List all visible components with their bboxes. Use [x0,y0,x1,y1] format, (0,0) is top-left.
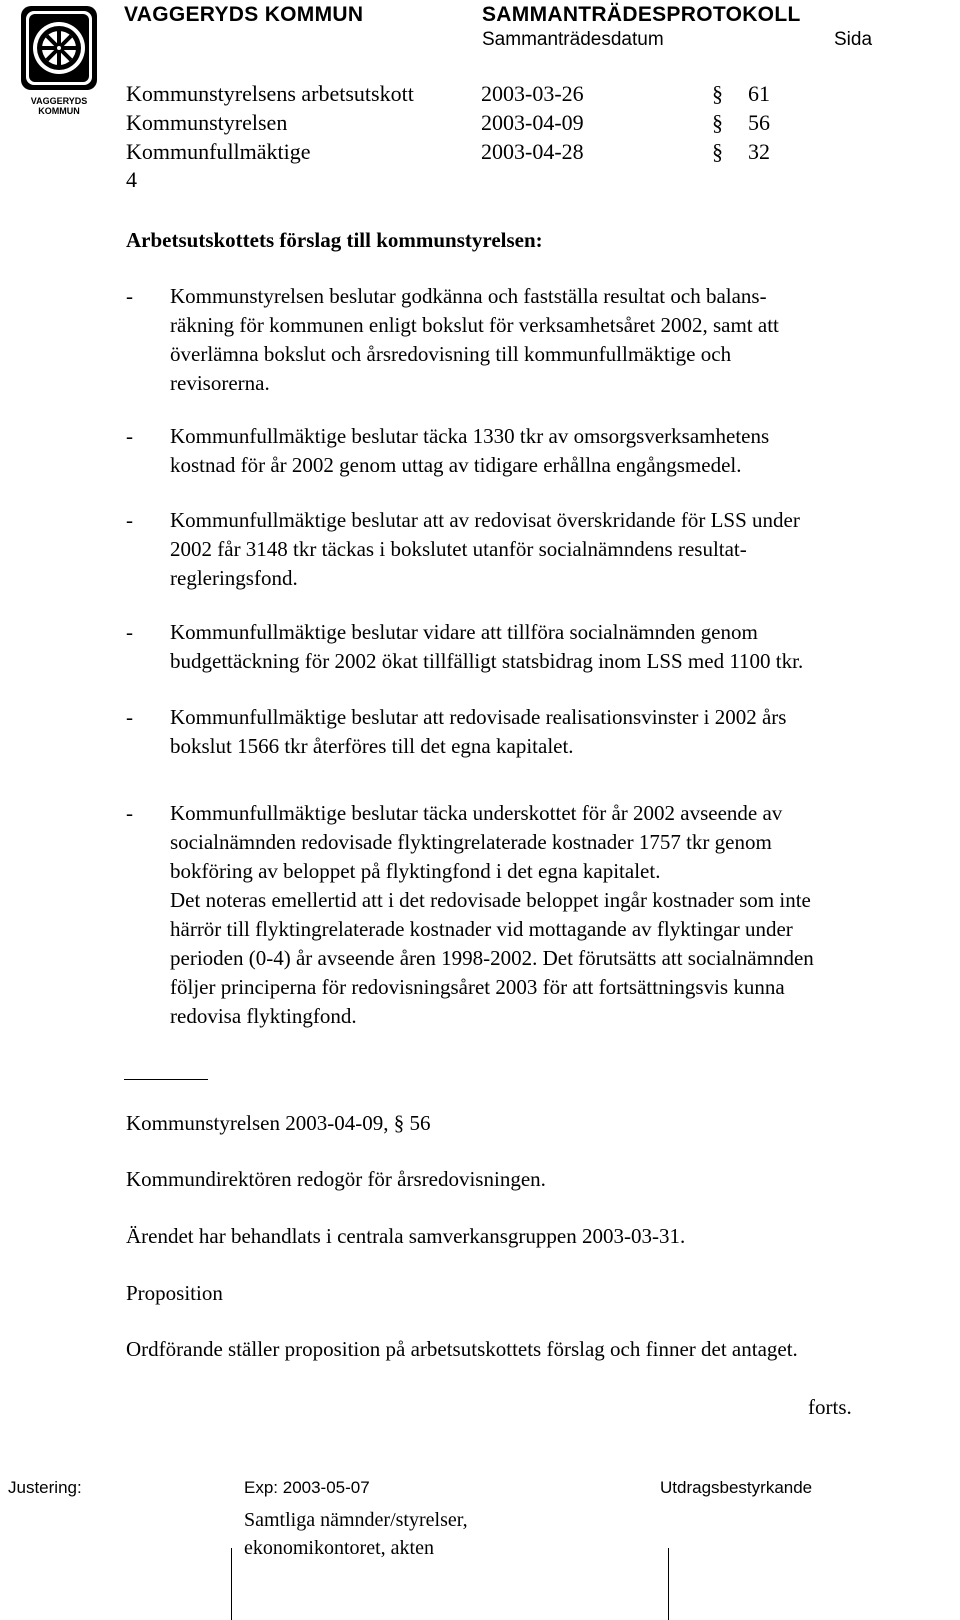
meeting-date-label: Sammanträdesdatum [482,29,664,50]
list-item-line: Det noteras emellertid att i det redovisade beloppet ingår kostnader som inte [170,888,811,912]
meeting-row [0,80,960,108]
list-item [170,799,930,1031]
list-item-line: revisorerna. [170,371,270,395]
recipients [244,1506,468,1562]
ks-section-sign: § [393,1111,405,1135]
list-dash: - [126,424,133,448]
document-title: SAMMANTRÄDESPROTOKOLL [482,3,801,26]
separator-line [124,1079,208,1080]
list-item-line: härrör till flyktingrelaterade kostnader vid mottagande av flyktingar under [170,917,793,941]
list-item-line: perioden (0-4) år avseende åren 1998-2002. Det förutsätts att socialnämnden [170,946,814,970]
section-sign: § [712,110,723,135]
section-number: 61 [748,81,770,106]
list-item-line: följer principerna för redovisningsåret 2003 för att fortsättningsvis kunna [170,975,785,999]
meeting-body: Kommunstyrelsens arbetsutskott [126,81,414,106]
utdrag-label: Utdragsbestyrkande [660,1478,813,1497]
list-item-line: Kommunfullmäktige beslutar vidare att tillföra socialnämnden genom [170,620,758,644]
logo-text-1: VAGGERYDS [30,96,88,106]
ks-reference-text: Kommunstyrelsen 2003-04-09, [126,1111,389,1135]
list-item-line: redovisa flyktingfond. [170,1004,357,1028]
recipients-line: Samtliga nämnder/styrelser, [244,1509,468,1531]
proposal-heading: Arbetsutskottets förslag till kommunstyrelsen: [126,228,543,252]
list-item-line: budgettäckning för 2002 ökat tillfälligt statsbidrag inom LSS med 1100 tkr. [170,649,804,673]
continued-note: forts. [808,1395,852,1419]
footer-divider [231,1548,232,1620]
list-item-line: kostnad för år 2002 genom uttag av tidigare erhållna engångsmedel. [170,453,742,477]
list-item-line: Kommunstyrelsen beslutar godkänna och fastställa resultat och balans- [170,284,767,308]
list-item-line: regleringsfond. [170,566,298,590]
meeting-date: 2003-04-28 [481,139,584,164]
meeting-body: Kommunfullmäktige [126,139,311,164]
footer-divider [668,1548,669,1620]
exp-date: Exp: 2003-05-07 [244,1478,370,1497]
meeting-body: Kommunstyrelsen [126,110,288,135]
list-item-line: 2002 får 3148 tkr täckas i bokslutet utanför socialnämndens resultat- [170,537,747,561]
list-item-line: överlämna bokslut och årsredovisning till kommunfullmäktige och [170,342,732,366]
paragraph-heading: Proposition [126,1281,223,1305]
municipality-name: VAGGERYDS KOMMUN [124,3,364,26]
ks-reference [126,1109,946,1138]
list-item-line: Kommunfullmäktige beslutar att av redovisat överskridande för LSS under [170,508,800,532]
section-sign: § [712,81,723,106]
list-item-line: Kommunfullmäktige beslutar täcka 1330 tkr av omsorgsverksamhetens [170,424,770,448]
meeting-row [0,109,960,137]
list-item [170,506,930,593]
ks-section-number: 56 [409,1111,431,1135]
list-item-line: Kommunfullmäktige beslutar täcka underskottet för år 2002 avseende av [170,801,783,825]
list-item [170,703,930,761]
paragraph: Kommundirektören redogör för årsredovisningen. [126,1167,546,1191]
list-item-line: socialnämnden redovisade flyktingrelaterade kostnader 1757 tkr genom [170,830,772,854]
meeting-row [0,138,960,166]
list-item [170,282,930,398]
list-item [170,618,930,676]
justering-label: Justering: [8,1478,82,1497]
list-item-line: räkning för kommunen enligt bokslut för verksamhetsåret 2002, samt att [170,313,779,337]
list-item-line: bokföring av beloppet på flyktingfond i det egna kapitalet. [170,859,661,883]
meeting-date: 2003-03-26 [481,81,584,106]
list-item-line: bokslut 1566 tkr återföres till det egna kapitalet. [170,734,574,758]
page-number: 4 [126,167,137,192]
meeting-date: 2003-04-09 [481,110,584,135]
list-item [170,422,930,480]
paragraph: Ärendet har behandlats i centrala samverkansgruppen 2003-03-31. [126,1224,686,1248]
list-dash: - [126,705,133,729]
section-number: 56 [748,110,770,135]
section-number: 32 [748,139,770,164]
recipients-line: ekonomikontoret, akten [244,1537,434,1559]
list-dash: - [126,620,133,644]
list-dash: - [126,508,133,532]
list-item-line: Kommunfullmäktige beslutar att redovisade realisationsvinster i 2002 års [170,705,787,729]
logo-text-2: KOMMUN [38,106,80,116]
paragraph: Ordförande ställer proposition på arbetsutskottets förslag och finner det antaget. [126,1337,798,1361]
list-dash: - [126,801,133,825]
page-label: Sida [834,29,873,50]
section-sign: § [712,139,723,164]
list-dash: - [126,284,133,308]
